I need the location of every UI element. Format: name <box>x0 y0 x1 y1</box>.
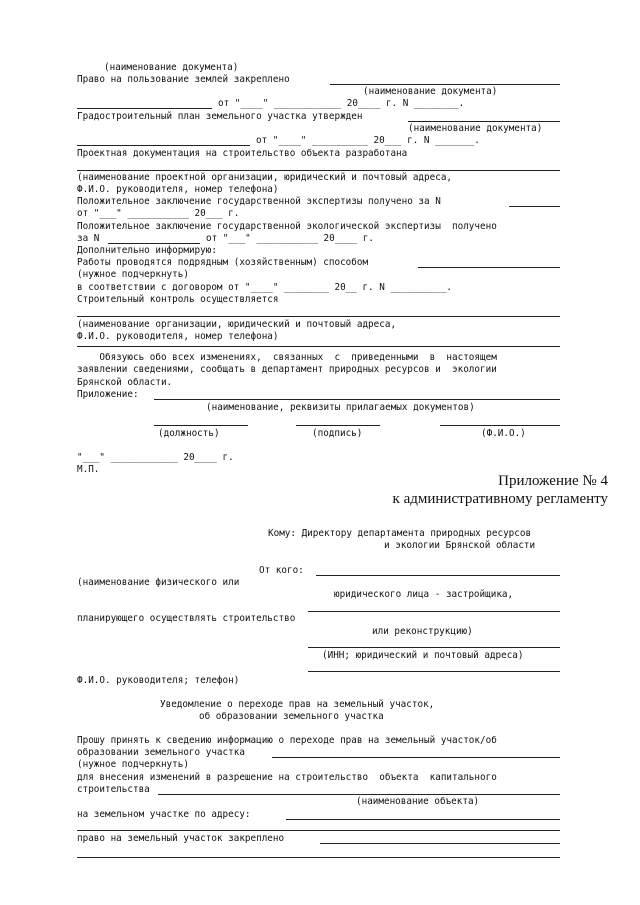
attachment-line <box>154 399 560 400</box>
date-line: от "___" ___________ 20____ г. <box>206 233 374 244</box>
appendix-subtitle: к административному регламенту <box>392 491 608 507</box>
address-line <box>286 819 560 820</box>
fio-line <box>440 425 560 426</box>
position-caption: (должность) <box>158 428 220 439</box>
doc-name-caption: (наименование документа) <box>104 62 239 73</box>
gpzu-line <box>408 121 560 122</box>
request-text: Прошу принять к сведению информацию о переходе прав на земельный участок/об <box>77 735 497 746</box>
control-line <box>77 316 560 317</box>
doc-line <box>77 145 250 146</box>
date-line: от "____" __________ 20___ г. N _______. <box>256 135 480 146</box>
sign-date: "___" ____________ 20____ г. <box>77 452 234 463</box>
notice-title: Уведомление о переходе прав на земельный участок, <box>160 699 435 710</box>
contract-text: в соответствии с договором от "____" ________ 20__ г. N __________. <box>77 282 453 293</box>
address-text: на земельном участке по адресу: <box>77 809 251 820</box>
notice-title: об образовании земельного участка <box>199 711 384 722</box>
works-method-line <box>418 267 560 268</box>
appendix-title: Приложение № 4 <box>498 473 608 489</box>
from-label: От кого: <box>259 565 304 576</box>
inn-caption: (ИНН; юридический и почтовый адреса) <box>322 650 524 661</box>
design-org-caption: (наименование проектной организации, юридический и почтовый адреса, <box>77 172 453 183</box>
state-expertise-text: Положительное заключение государственной экспертизы получено за N <box>77 196 441 207</box>
eco-expertise-line <box>108 243 200 244</box>
org-caption: (наименование организации, юридический и почтовый адреса, <box>77 319 397 330</box>
person-caption: (наименование физического или <box>77 577 240 588</box>
land-right-text: Право на пользование землей закреплено <box>77 74 290 85</box>
pledge-text: Обязуюсь обо всех изменениях, связанных с приведенными в настоящем <box>77 352 497 363</box>
amend-text: для внесения изменений в разрешение на строительство объекта капитального <box>77 772 497 783</box>
head-caption: Ф.И.О. руководителя; телефон) <box>77 675 240 686</box>
signature-caption: (подпись) <box>312 428 363 439</box>
state-expertise-line <box>509 206 560 207</box>
design-org-caption: Ф.И.О. руководителя, номер телефона) <box>77 184 279 195</box>
applicant-line <box>308 611 560 612</box>
stamp-mark: М.П. <box>77 464 100 475</box>
address-line-2 <box>77 830 560 831</box>
project-docs-line <box>77 170 560 171</box>
land-right-text: право на земельный участок закреплено <box>77 833 285 844</box>
pledge-text: Брянской области. <box>77 377 173 388</box>
extra-info-text: Дополнительно информирую: <box>77 245 217 256</box>
doc-name-caption: (наименование документа) <box>363 86 498 97</box>
inn-line <box>308 647 560 648</box>
reconstruction-caption: или реконструкцию) <box>372 626 473 637</box>
doc-name-caption: (наименование документа) <box>408 123 543 134</box>
fio-caption: (Ф.И.О.) <box>481 428 526 439</box>
eco-expertise-text: Положительное заключение государственной экологической экспертизы получено <box>77 221 497 232</box>
pledge-text: заявлении сведениями, сообщать в департамент природных ресурсов и экологии <box>77 364 497 375</box>
head-line <box>308 671 560 672</box>
from-line <box>316 575 560 576</box>
attachment-text: Приложение: <box>77 389 139 400</box>
planning-caption: планирующего осуществлять строительство <box>77 613 296 624</box>
attachment-caption: (наименование, реквизиты прилагаемых документов) <box>206 402 475 413</box>
legal-caption: юридического лица - застройщика, <box>334 589 514 600</box>
position-line <box>154 425 248 426</box>
org-line <box>77 346 560 347</box>
underline-note: (нужное подчеркнуть) <box>77 759 189 770</box>
date-line: от "____" ____________ 20____ г. N ________. <box>218 98 465 109</box>
org-caption: Ф.И.О. руководителя, номер телефона) <box>77 331 279 342</box>
control-text: Строительный контроль осуществляется <box>77 294 279 305</box>
doc-line <box>77 108 212 109</box>
land-right-line <box>320 843 560 844</box>
underline-note: (нужное подчеркнуть) <box>77 269 189 280</box>
date-line: от "___" ___________ 20___ г. <box>77 208 240 219</box>
eco-expertise-n: за N <box>77 233 100 244</box>
gpzu-text: Градостроительный план земельного участка утвержден <box>77 111 363 122</box>
works-method-text: Работы проводятся подрядным (хозяйственным) способом <box>77 257 369 268</box>
addressee-text: Кому: Директору департамента природных ресурсов <box>268 528 532 539</box>
object-line <box>158 794 560 795</box>
object-caption: (наименование объекта) <box>356 796 480 807</box>
request-text: образовании земельного участка <box>77 747 245 758</box>
land-right-line <box>330 84 560 85</box>
addressee-text: и экологии Брянской области <box>384 540 536 551</box>
signature-line <box>296 425 380 426</box>
bottom-line <box>77 857 560 858</box>
request-line <box>272 757 560 758</box>
amend-text: строительства <box>77 784 150 795</box>
project-docs-text: Проектная документация на строительство объекта разработана <box>77 148 408 159</box>
